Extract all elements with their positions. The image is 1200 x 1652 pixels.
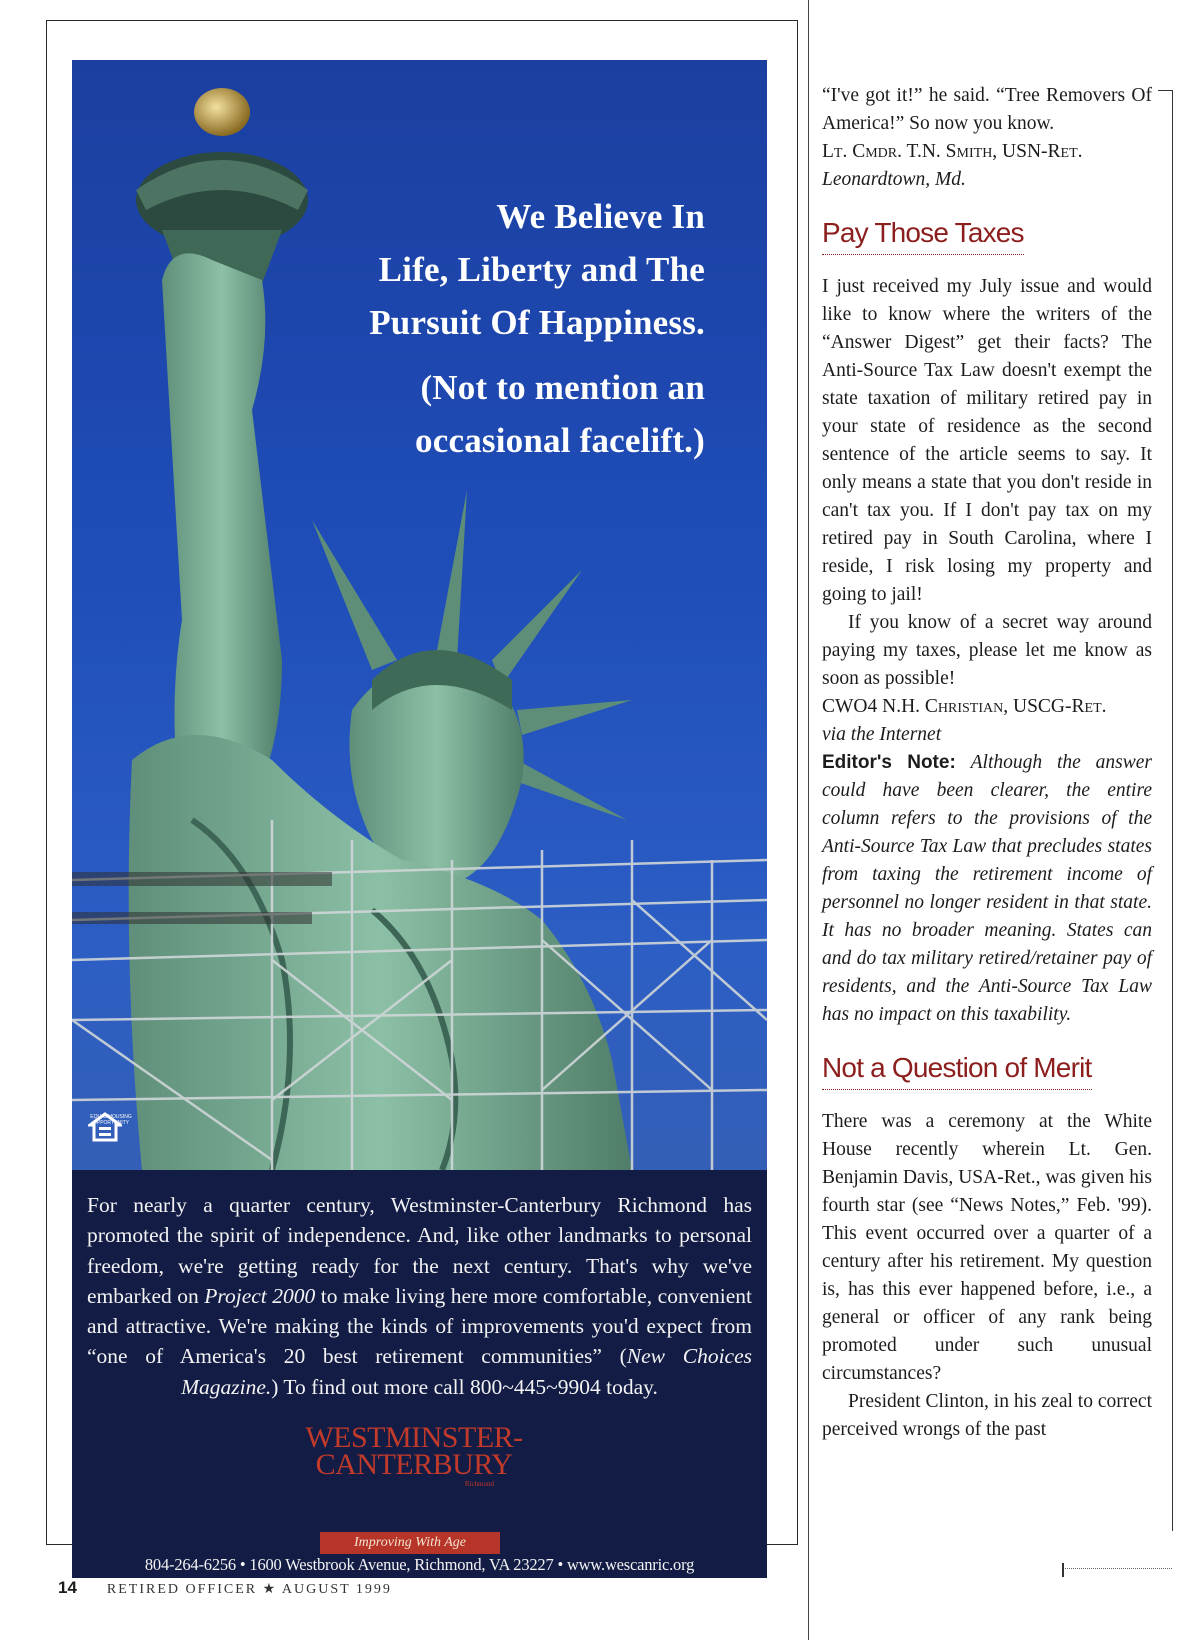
signature-place: via the Internet bbox=[822, 724, 942, 745]
signature-name: CWO4 N.H. Christian, USCG-Ret. bbox=[822, 696, 1107, 717]
logo-tagline: Improving With Age bbox=[320, 1532, 500, 1554]
letter-text: “I've got it!” he said. “Tree Removers Of America!” So now you know. bbox=[822, 85, 1152, 134]
ad-copy-magazine: New Choices Magazine. bbox=[181, 1344, 752, 1399]
headline-paren-line: (Not to mention an bbox=[420, 368, 705, 407]
headline-line: We Believe In bbox=[496, 197, 705, 236]
letter-text: President Clinton, in his zeal to correct perceived wrongs of the past bbox=[822, 1391, 1152, 1440]
editors-note-label: Editor's Note: bbox=[822, 752, 956, 773]
letter-text: I just received my July issue and would like to know where the writers of the “Answer Digest” get their facts? The Anti-Source Tax Law doesn't exempt the state taxation of military retired pay in your state of residence as the second sentence of the article seems to say. It only means a state that you don't reside in can't tax you. If I don't pay tax on my retired pay in South Carolina, where I reside, I risk losing my property and going to jail! bbox=[822, 276, 1152, 605]
headline-line: Pursuit Of Happiness. bbox=[369, 303, 705, 342]
equal-housing-logo bbox=[88, 1112, 134, 1160]
signature-name: Lt. Cmdr. T.N. Smith, USN-Ret. bbox=[822, 141, 1083, 162]
statue-of-liberty-photo bbox=[72, 60, 767, 1170]
section-heading: Pay Those Taxes bbox=[822, 216, 1024, 255]
ad-copy-project: Project 2000 bbox=[204, 1283, 316, 1308]
ad-copy-text: ) To find out more call 800~445~9904 today. bbox=[271, 1374, 658, 1399]
westminster-canterbury-logo bbox=[304, 1421, 524, 1489]
advertisement bbox=[72, 60, 767, 1578]
editors-note bbox=[822, 749, 1152, 1029]
editors-note-text: Although the answer could have been clearer, the entire column refers to the provisions of the Anti-Source Tax Law that precludes states from taxing the retirement income of personnel no longer resident in that state. It has no broader meaning. States can and do tax military retired/retainer pay of residents, and the Anti-Source Tax Law has no impact on this taxability. bbox=[822, 752, 1153, 1025]
logo-line: WESTMINSTER- bbox=[305, 1421, 523, 1454]
house-icon bbox=[88, 1112, 122, 1142]
page-number: 14 bbox=[58, 1578, 77, 1597]
ad-copy-text: to make living here more comfortable, convenient and attractive. We're making the kinds of improvements you'd expect from “one of America's 20 best retirement communities” ( bbox=[87, 1283, 753, 1369]
headline-paren-line: occasional facelift.) bbox=[415, 421, 705, 460]
ad-headline bbox=[245, 190, 705, 467]
logo-subtitle: Richmond bbox=[464, 1480, 494, 1488]
ad-contact-footer: 804-264-6256 • 1600 Westbrook Avenue, Richmond, VA 23227 • www.wescanric.org bbox=[144, 1555, 695, 1574]
letter-text: If you know of a secret way around paying my taxes, please let me know as soon as possible! bbox=[822, 612, 1152, 689]
headline-line: Life, Liberty and The bbox=[378, 250, 705, 289]
ad-copy bbox=[87, 1190, 752, 1402]
ad-copy-text: For nearly a quarter century, Westminster-Canterbury Richmond has promoted the spirit of independence. And, like other landmarks to personal freedom, we're getting ready for the next century. That's why we've embarked on bbox=[87, 1193, 752, 1308]
ad-body bbox=[72, 1170, 767, 1578]
logo-line: CANTERBURY bbox=[315, 1448, 513, 1481]
column-bracket bbox=[1158, 90, 1173, 1531]
magazine-issue: RETIRED OFFICER ★ AUGUST 1999 bbox=[106, 1582, 392, 1597]
page-folio bbox=[58, 1578, 392, 1598]
letters-column bbox=[822, 82, 1152, 1444]
signature-place: Leonardtown, Md. bbox=[822, 169, 966, 190]
section-heading: Not a Question of Merit bbox=[822, 1051, 1092, 1090]
column-divider bbox=[808, 0, 809, 1640]
letter-text: There was a ceremony at the White House recently wherein Lt. Gen. Benjamin Davis, USA-Ret., was given his fourth star (see “News Notes,” Feb. '99). This event occurred over a quarter of a century after his retirement. My question is, has this ever happened before, i.e., a general or officer of any rank being promoted under such unusual circumstances? bbox=[822, 1111, 1152, 1384]
continued-rule bbox=[1062, 1568, 1172, 1579]
equal-housing-text: EQUAL HOUSING OPPORTUNITY bbox=[90, 1114, 132, 1126]
